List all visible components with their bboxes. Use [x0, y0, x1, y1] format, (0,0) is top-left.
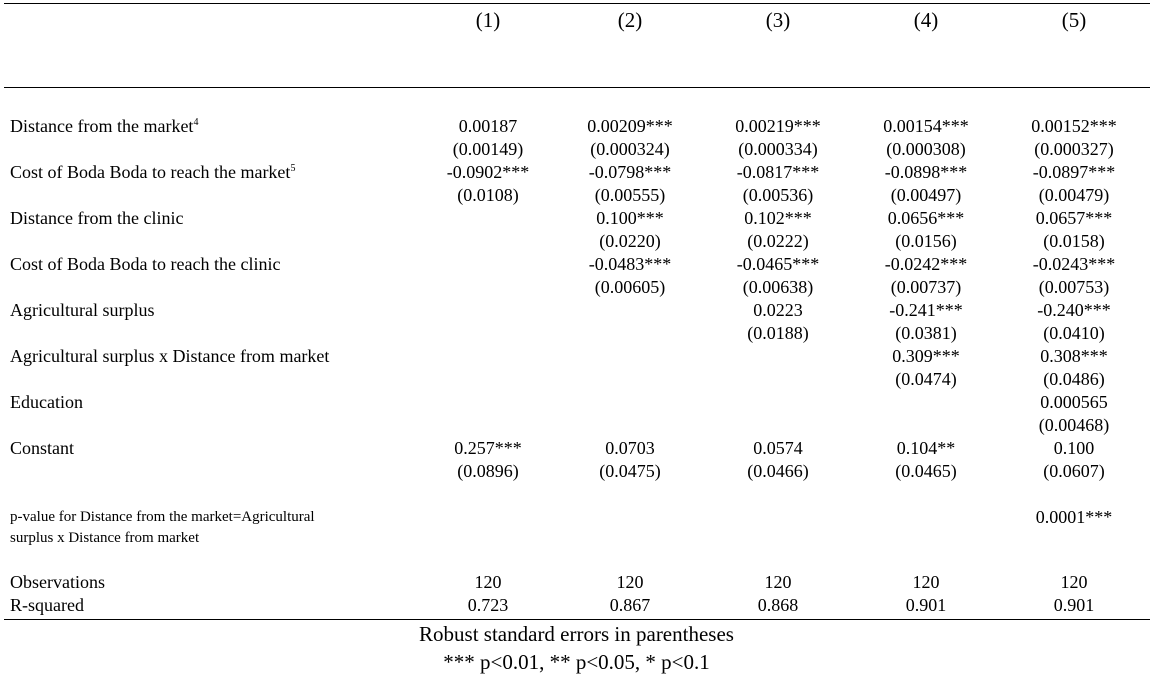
- standard-error-cell: (0.0188): [747, 323, 809, 343]
- footnote-marker: 5: [290, 163, 296, 174]
- top-rule: [4, 3, 1150, 4]
- coefficient-cell: 0.0656***: [887, 208, 965, 228]
- row-label: [10, 300, 154, 321]
- standard-error-cell: (0.0381): [895, 323, 957, 343]
- coefficient-cell: 0.0703: [605, 438, 655, 458]
- coefficient-cell: -0.0483***: [588, 254, 672, 274]
- pvalue-label-line1: p-value for Distance from the market=Agricultural: [10, 509, 315, 525]
- coefficient-cell: -0.0817***: [736, 162, 820, 182]
- standard-error-cell: (0.0158): [1043, 231, 1105, 251]
- standard-error-cell: (0.0896): [457, 461, 519, 481]
- standard-error-cell: (0.0466): [747, 461, 809, 481]
- standard-error-cell: (0.000334): [738, 139, 818, 159]
- coefficient-cell: 0.00219***: [735, 116, 821, 136]
- standard-error-cell: (0.0475): [599, 461, 661, 481]
- coefficient-cell: 0.00154***: [883, 116, 969, 136]
- coefficient-cell: 0.00152***: [1031, 116, 1117, 136]
- row-label-text: Cost of Boda Boda to reach the market: [10, 162, 291, 182]
- standard-error-cell: (0.00468): [1038, 415, 1110, 435]
- coefficient-cell: -0.0902***: [446, 162, 530, 182]
- rsquared-cell: 0.867: [609, 595, 651, 615]
- row-label: [10, 254, 280, 275]
- rsquared-cell: 0.723: [467, 595, 509, 615]
- row-label: [10, 162, 295, 183]
- coefficient-cell: -0.0798***: [588, 162, 672, 182]
- observations-cell: 120: [764, 572, 792, 592]
- row-label-text: Education: [10, 392, 83, 412]
- row-label-text: Constant: [10, 438, 75, 458]
- row-label-text: Distance from the clinic: [10, 208, 184, 228]
- row-label: [10, 346, 329, 367]
- row-label-text: Agricultural surplus x Distance from market: [10, 346, 330, 366]
- column-header-3: (3): [765, 8, 791, 32]
- observations-label: Observations: [10, 572, 105, 592]
- coefficient-cell: 0.104**: [896, 438, 956, 458]
- standard-error-cell: (0.000308): [886, 139, 966, 159]
- standard-error-cell: (0.00737): [890, 277, 962, 297]
- standard-error-cell: (0.00753): [1038, 277, 1110, 297]
- coefficient-cell: -0.241***: [889, 300, 963, 320]
- rsquared-label: R-squared: [10, 595, 84, 615]
- standard-error-cell: (0.00555): [594, 185, 666, 205]
- bottom-rule: [4, 619, 1150, 620]
- pvalue-label-line2: surplus x Distance from market: [10, 530, 200, 546]
- observations-cell: 120: [474, 572, 502, 592]
- header-rule: [4, 87, 1150, 88]
- standard-error-cell: (0.0156): [895, 231, 957, 251]
- coefficient-cell: 0.00187: [458, 116, 518, 136]
- coefficient-cell: 0.308***: [1040, 346, 1108, 366]
- standard-error-cell: (0.0410): [1043, 323, 1105, 343]
- coefficient-cell: 0.0657***: [1035, 208, 1113, 228]
- standard-error-cell: (0.00497): [890, 185, 962, 205]
- row-label: [10, 116, 198, 137]
- coefficient-cell: 0.000565: [1040, 392, 1108, 412]
- column-header-4: (4): [913, 8, 939, 32]
- coefficient-cell: 0.0574: [753, 438, 803, 458]
- standard-error-cell: (0.00479): [1038, 185, 1110, 205]
- row-label: [10, 208, 183, 229]
- row-label-text: Cost of Boda Boda to reach the clinic: [10, 254, 281, 274]
- observations-cell: 120: [912, 572, 940, 592]
- standard-error-cell: (0.00605): [594, 277, 666, 297]
- standard-error-cell: (0.0220): [599, 231, 661, 251]
- rsquared-cell: 0.868: [757, 595, 799, 615]
- standard-error-cell: (0.0486): [1043, 369, 1105, 389]
- row-label-text: Distance from the market: [10, 116, 194, 136]
- table-note-significance: *** p<0.01, ** p<0.05, * p<0.1: [443, 650, 710, 674]
- standard-error-cell: (0.0465): [895, 461, 957, 481]
- standard-error-cell: (0.00536): [742, 185, 814, 205]
- coefficient-cell: 0.309***: [892, 346, 960, 366]
- standard-error-cell: (0.00149): [452, 139, 524, 159]
- rsquared-cell: 0.901: [1053, 595, 1095, 615]
- observations-cell: 120: [1060, 572, 1088, 592]
- standard-error-cell: (0.000324): [590, 139, 670, 159]
- coefficient-cell: -0.0243***: [1032, 254, 1116, 274]
- coefficient-cell: -0.240***: [1037, 300, 1111, 320]
- row-label-text: Agricultural surplus: [10, 300, 155, 320]
- coefficient-cell: -0.0465***: [736, 254, 820, 274]
- pvalue-cell: 0.0001***: [1035, 507, 1113, 527]
- rsquared-cell: 0.901: [905, 595, 947, 615]
- coefficient-cell: 0.102***: [744, 208, 812, 228]
- standard-error-cell: (0.000327): [1034, 139, 1114, 159]
- coefficient-cell: 0.257***: [454, 438, 522, 458]
- coefficient-cell: 0.100: [1053, 438, 1095, 458]
- standard-error-cell: (0.0108): [457, 185, 519, 205]
- observations-cell: 120: [616, 572, 644, 592]
- column-header-5: (5): [1061, 8, 1087, 32]
- footnote-marker: 4: [193, 117, 199, 128]
- table-note-se: Robust standard errors in parentheses: [419, 622, 734, 646]
- standard-error-cell: (0.00638): [742, 277, 814, 297]
- coefficient-cell: -0.0242***: [884, 254, 968, 274]
- coefficient-cell: -0.0898***: [884, 162, 968, 182]
- column-header-1: (1): [475, 8, 501, 32]
- coefficient-cell: 0.00209***: [587, 116, 673, 136]
- row-label: [10, 438, 74, 459]
- standard-error-cell: (0.0474): [895, 369, 957, 389]
- coefficient-cell: 0.0223: [753, 300, 803, 320]
- standard-error-cell: (0.0607): [1043, 461, 1105, 481]
- standard-error-cell: (0.0222): [747, 231, 809, 251]
- row-label: [10, 392, 83, 413]
- column-header-2: (2): [617, 8, 643, 32]
- coefficient-cell: 0.100***: [596, 208, 664, 228]
- coefficient-cell: -0.0897***: [1032, 162, 1116, 182]
